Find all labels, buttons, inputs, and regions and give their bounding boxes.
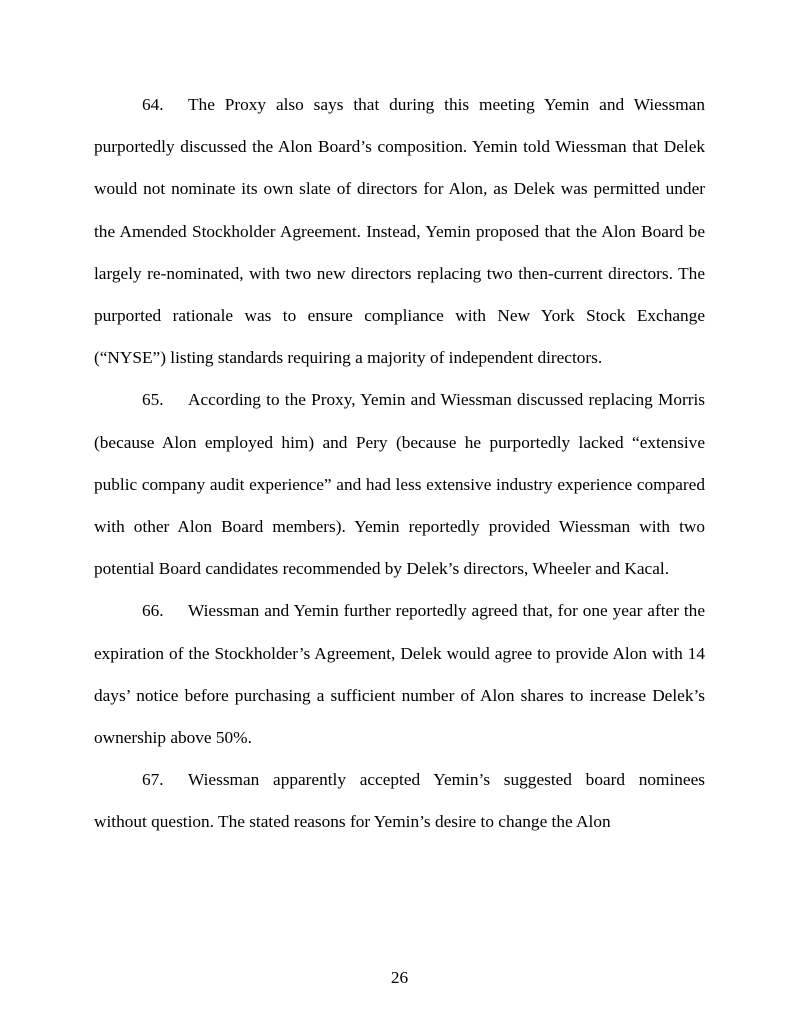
paragraph-65	[94, 379, 705, 590]
body-text	[94, 84, 705, 844]
paragraph-67	[94, 759, 705, 843]
paragraph-text: According to the Proxy, Yemin and Wiessman discussed replacing Morris (because Alon employed him) and Pery (because he purportedly lacked “extensive public company audit experience” and had less extensive industry experience compared with other Alon Board members). Yemin reportedly provided Wiessman with two potential Board candidates recommended by Delek’s directors, Wheeler and Kacal.	[94, 390, 705, 579]
paragraph-66	[94, 590, 705, 759]
paragraph-text: The Proxy also says that during this meeting Yemin and Wiessman purportedly discussed the Alon Board’s composition. Yemin told Wiessman that Delek would not nominate its own slate of directors for Alon, as Delek was permitted under the Amended Stockholder Agreement. Instead, Yemin proposed that the Alon Board be largely re-nominated, with two new directors replacing two then-current directors. The purported rationale was to ensure compliance with New York Stock Exchange (“NYSE”) listing standards requiring a majority of independent directors.	[94, 95, 705, 368]
paragraph-text: Wiessman apparently accepted Yemin’s suggested board nominees without question. The stated reasons for Yemin’s desire to change the Alon	[94, 770, 705, 832]
paragraph-number: 66.	[142, 601, 164, 621]
paragraph-number: 67.	[142, 770, 164, 790]
paragraph-number: 65.	[142, 390, 164, 410]
paragraph-text: Wiessman and Yemin further reportedly agreed that, for one year after the expiration of the Stockholder’s Agreement, Delek would agree to provide Alon with 14 days’ notice before purchasing a sufficient number of Alon shares to increase Delek’s ownership above 50%.	[94, 601, 705, 748]
paragraph-number: 64.	[142, 95, 164, 114]
page-number: 26	[390, 968, 409, 987]
paragraph-64	[94, 84, 705, 379]
